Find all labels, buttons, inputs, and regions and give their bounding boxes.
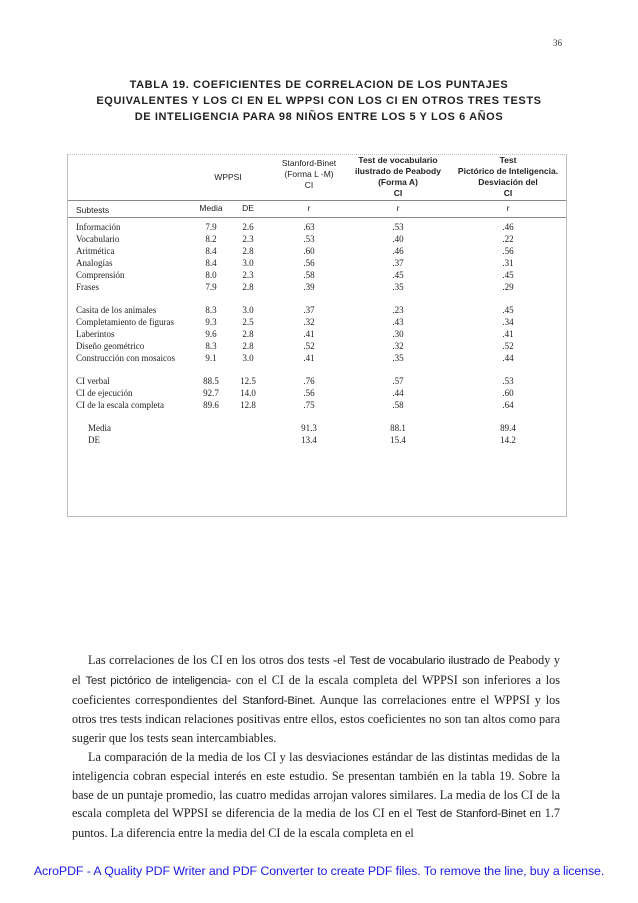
correlation-table (67, 154, 567, 517)
cell-r-stanford: .63 (303, 222, 315, 232)
cell-r-peabody: .44 (392, 388, 404, 398)
table-row (68, 233, 566, 245)
cell-r-pictorico: .34 (502, 317, 514, 327)
table-row (68, 352, 566, 364)
cell-media: 8.4 (205, 258, 217, 268)
table-row (68, 422, 566, 434)
header-line: Test de vocabulario (358, 155, 438, 165)
cell-r-stanford: .58 (303, 270, 315, 280)
header-peabody (350, 155, 446, 199)
cell-subtest: CI de la escala completa (76, 400, 164, 410)
cell-r-pictorico: .29 (502, 282, 514, 292)
table-row (68, 257, 566, 269)
header-de: DE (242, 203, 254, 213)
cell-r-peabody: .43 (392, 317, 404, 327)
paragraph (72, 651, 560, 748)
cell-r-stanford: .41 (303, 329, 315, 339)
table-row (68, 399, 566, 411)
header-line: Pictórico de Inteligencia. (457, 166, 559, 176)
subheader-rule (68, 217, 566, 218)
cell-r-pictorico: .22 (502, 234, 514, 244)
cell-media: 9.1 (205, 353, 217, 363)
cell-r-stanford: .52 (303, 341, 315, 351)
header-line: (Forma A) (378, 177, 418, 187)
cell-r-peabody: .58 (392, 400, 404, 410)
cell-subtest: Comprensión (76, 270, 125, 280)
cell-r-stanford: .60 (303, 246, 315, 256)
cell-r-pictorico: .64 (502, 400, 514, 410)
text-run: Las correlaciones de los CI en los otros dos tests -el (88, 653, 350, 667)
header-line: Stanford-Binet (281, 158, 337, 168)
row-spacer (68, 364, 566, 375)
cell-r-pictorico: .60 (502, 388, 514, 398)
cell-r-stanford: .37 (303, 305, 315, 315)
cell-r-pictorico: .44 (502, 353, 514, 363)
cell-de: 2.8 (242, 329, 254, 339)
header-wppsi: WPPSI (214, 172, 242, 182)
header-line: ilustrado de Peabody (355, 166, 441, 176)
cell-media: 92.7 (203, 388, 219, 398)
cell-r-pictorico: 14.2 (500, 435, 516, 445)
cell-r-peabody: 88.1 (390, 423, 406, 433)
cell-subtest: Construcción con mosaicos (76, 353, 175, 363)
cell-r-peabody: .35 (392, 353, 404, 363)
cell-r-stanford: .56 (303, 258, 315, 268)
cell-de: 12.5 (240, 376, 256, 386)
cell-media: 8.3 (205, 305, 217, 315)
acropdf-watermark-link[interactable]: AcroPDF - A Quality PDF Writer and PDF Converter to create PDF files. To remove the line, buy a license. (33, 864, 605, 878)
cell-subtest: Información (76, 222, 121, 232)
header-pictorico (451, 155, 565, 199)
cell-r-peabody: .53 (392, 222, 404, 232)
cell-media: 88.5 (203, 376, 219, 386)
cell-de: 2.8 (242, 246, 254, 256)
table-body (68, 221, 566, 446)
cell-subtest: CI verbal (76, 376, 110, 386)
cell-r-peabody: .32 (392, 341, 404, 351)
table-row (68, 340, 566, 352)
text-run: - con el CI de la escala completa del WPPSI son inferiores a los coeficientes correspondientes del (72, 672, 560, 707)
header-subtests: Subtests (76, 205, 110, 215)
cell-r-pictorico: .46 (502, 222, 514, 232)
cell-r-pictorico: .41 (502, 329, 514, 339)
page-number: 36 (553, 38, 562, 48)
table-row (68, 375, 566, 387)
body-text (72, 651, 560, 843)
test-name: Test pictórico de inteligencia (85, 674, 228, 687)
cell-r-stanford: .56 (303, 388, 315, 398)
cell-r-stanford: .32 (303, 317, 315, 327)
table-row (68, 387, 566, 399)
cell-r-stanford: .76 (303, 376, 315, 386)
cell-subtest: Vocabulario (76, 234, 120, 244)
cell-subtest: Diseño geométrico (76, 341, 145, 351)
header-stanford-binet (273, 158, 345, 191)
cell-r-stanford: 13.4 (301, 435, 317, 445)
cell-de: 2.3 (242, 270, 254, 280)
cell-de: 2.8 (242, 282, 254, 292)
cell-de: 3.0 (242, 258, 254, 268)
cell-r-peabody: .57 (392, 376, 404, 386)
test-name: Test de vocabulario ilustrado (349, 655, 490, 667)
cell-r-stanford: .75 (303, 400, 315, 410)
cell-r-peabody: .23 (392, 305, 404, 315)
test-name: Test de Stanford-Binet (416, 808, 526, 821)
header-line: Desviación del (478, 177, 538, 187)
table-row (68, 269, 566, 281)
table-row (68, 328, 566, 340)
cell-de: 2.8 (242, 341, 254, 351)
cell-r-stanford: .53 (303, 234, 315, 244)
cell-media: 89.6 (203, 400, 219, 410)
cell-subtest: Analogías (76, 258, 113, 268)
cell-media: 9.3 (205, 317, 217, 327)
cell-subtest: Completamiento de figuras (76, 317, 174, 327)
header-line: CI (393, 188, 403, 198)
cell-subtest: Aritmética (76, 246, 115, 256)
cell-de: 14.0 (240, 388, 256, 398)
table-row (68, 304, 566, 316)
cell-r-pictorico: .52 (502, 341, 514, 351)
table-row (68, 434, 566, 446)
cell-media: 8.0 (205, 270, 217, 280)
table-row (68, 281, 566, 293)
cell-de: 2.5 (242, 317, 254, 327)
text-run: . Aunque las correlaciones entre el WPPSI y los otros tres tests indican relaciones positivas entre ellos, estos coeficientes no son tan altos como para sugerir que los tests sean intercambiables. (72, 692, 560, 746)
row-spacer (68, 293, 566, 304)
cell-r-peabody: .30 (392, 329, 404, 339)
header-r-stanford: r (307, 203, 311, 213)
title-line: EQUIVALENTES Y LOS CI EN EL WPPSI CON LOS CI EN OTROS TRES TESTS (96, 95, 542, 107)
cell-de: 2.6 (242, 222, 254, 232)
cell-de: 2.3 (242, 234, 254, 244)
cell-subtest: Laberintos (76, 329, 115, 339)
cell-subtest: CI de ejecución (76, 388, 133, 398)
cell-r-stanford: .41 (303, 353, 315, 363)
text-run: de Peabody y el (72, 653, 560, 687)
header-line: (Forma L -M) (284, 169, 334, 179)
cell-r-peabody: .37 (392, 258, 404, 268)
cell-r-pictorico: .56 (502, 246, 514, 256)
table-row (68, 316, 566, 328)
header-line: CI (304, 180, 314, 190)
row-spacer (68, 411, 566, 422)
header-line: Test (499, 155, 517, 165)
cell-r-pictorico: 89.4 (500, 423, 516, 433)
table-row (68, 245, 566, 257)
paragraph (72, 748, 560, 843)
cell-de: 3.0 (242, 353, 254, 363)
cell-de: 12.8 (240, 400, 256, 410)
header-media: Media (199, 203, 223, 213)
test-name: Stanford-Binet (242, 694, 313, 707)
cell-subtest: Media (88, 423, 111, 433)
cell-media: 8.3 (205, 341, 217, 351)
text-run: La comparación de la media de los CI y las desviaciones estándar de las distintas medidas de la inteligencia cobran especial interés en este estudio. Se presentan también en la tabla 19. Sobre la base de un puntaje promedio, las cuatro medidas arrojan valores similares. La media de los CI de la escala completa del WPPSI se diferencia de la media de los CI en el (72, 749, 560, 821)
cell-r-pictorico: .53 (502, 376, 514, 386)
cell-r-peabody: .40 (392, 234, 404, 244)
cell-subtest: Casita de los animales (76, 305, 157, 315)
cell-r-pictorico: .45 (502, 270, 514, 280)
cell-subtest: DE (88, 435, 100, 445)
cell-subtest: Frases (76, 282, 99, 292)
cell-media: 7.9 (205, 282, 217, 292)
cell-media: 9.6 (205, 329, 217, 339)
cell-r-stanford: .39 (303, 282, 315, 292)
cell-r-pictorico: .45 (502, 305, 514, 315)
cell-media: 8.2 (205, 234, 217, 244)
cell-r-peabody: .46 (392, 246, 404, 256)
cell-r-stanford: 91.3 (301, 423, 317, 433)
header-r-peabody: r (396, 203, 400, 213)
title-line: DE INTELIGENCIA PARA 98 NIÑOS ENTRE LOS 5 Y LOS 6 AÑOS (134, 111, 504, 123)
table-row (68, 221, 566, 233)
title-line: TABLA 19. COEFICIENTES DE CORRELACION DE LOS PUNTAJES (129, 79, 509, 91)
text-run: en 1.7 puntos. La diferencia entre la media del CI de la escala completa en el (72, 806, 560, 841)
cell-r-peabody: 15.4 (390, 435, 406, 445)
cell-media: 7.9 (205, 222, 217, 232)
table-title (60, 77, 578, 125)
cell-r-peabody: .35 (392, 282, 404, 292)
header-r-pictorico: r (506, 203, 510, 213)
cell-r-pictorico: .31 (502, 258, 514, 268)
cell-media: 8.4 (205, 246, 217, 256)
cell-de: 3.0 (242, 305, 254, 315)
cell-r-peabody: .45 (392, 270, 404, 280)
header-rule (68, 200, 566, 201)
header-line: CI (503, 188, 513, 198)
